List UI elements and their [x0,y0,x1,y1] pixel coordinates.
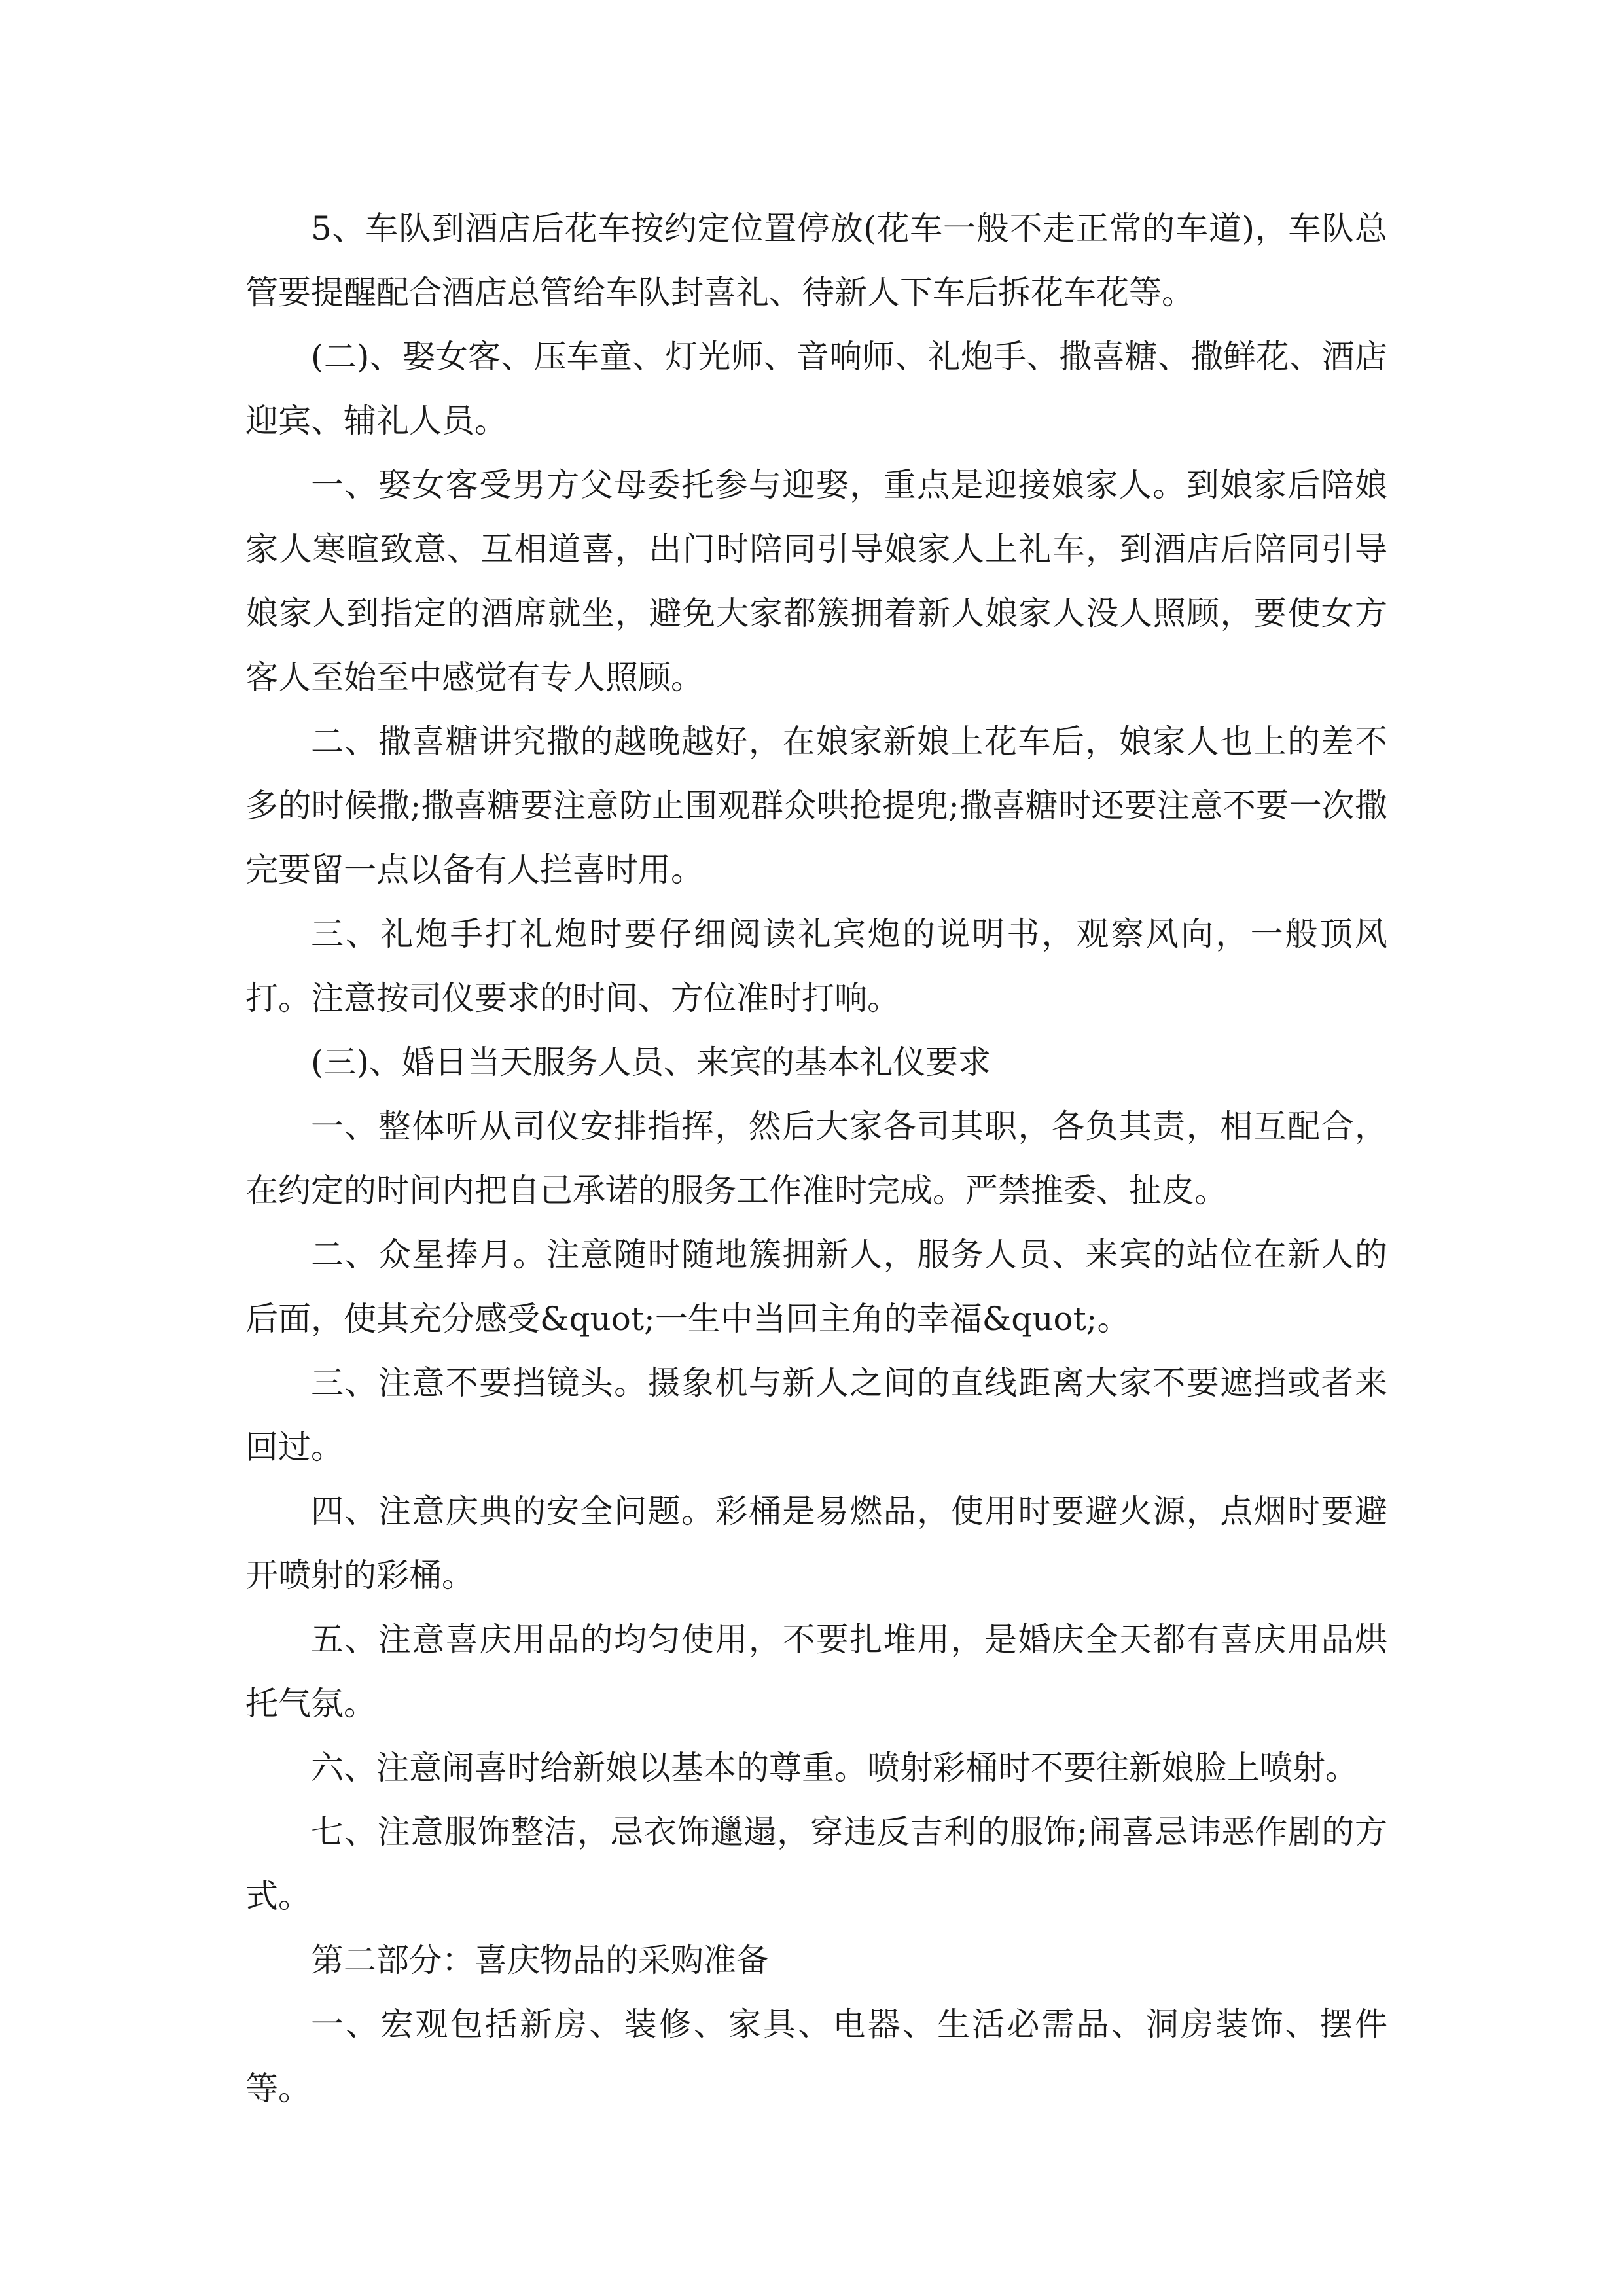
section-heading-staff-roles: (二)、娶女客、压车童、灯光师、音响师、礼炮手、撒喜糖、撒鲜花、酒店迎宾、辅礼人员。 [245,338,1387,440]
paragraph-dress-code: 七、注意服饰整洁，忌衣饰邋遢，穿违反吉利的服饰;闹喜忌讳恶作剧的方式。 [245,1813,1387,1915]
paragraph-respect-bride: 六、注意闹喜时给新娘以基本的尊重。喷射彩桶时不要往新娘脸上喷射。 [311,1749,1358,1787]
paragraph-salute-cannon: 三、礼炮手打礼炮时要仔细阅读礼宾炮的说明书，观察风向，一般顶风打。注意按司仪要求的时间、方位准时打响。 [245,915,1387,1017]
paragraph-follow-mc: 一、整体听从司仪安排指挥，然后大家各司其职，各负其责，相互配合，在约定的时间内把自己承诺的服务工作准时完成。严禁推委、扯皮。 [245,1107,1387,1210]
paragraph-purchase-overview: 一、宏观包括新房、装修、家具、电器、生活必需品、洞房装饰、摆件等。 [245,2005,1387,2108]
section-heading-etiquette: (三)、婚日当天服务人员、来宾的基本礼仪要求 [311,1043,991,1081]
paragraph-safety: 四、注意庆典的安全问题。彩桶是易燃品，使用时要避火源，点烟时要避开喷射的彩桶。 [245,1492,1387,1594]
paragraph-camera-view: 三、注意不要挡镜头。摄象机与新人之间的直线距离大家不要遮挡或者来回过。 [245,1364,1387,1466]
paragraph-bride-escort: 一、娶女客受男方父母委托参与迎娶，重点是迎接娘家人。到娘家后陪娘家人寒暄致意、互相道喜，出门时陪同引导娘家人上礼车，到酒店后陪同引导娘家人到指定的酒席就坐，避免大家都簇拥着新人娘家人没人照顾，要使女方客人至始至中感觉有专人照顾。 [245,466,1387,696]
paragraph-surround-couple: 二、众星捧月。注意随时随地簇拥新人，服务人员、来宾的站位在新人的后面，使其充分感受&quot;一生中当回主角的幸福&quot;。 [245,1236,1387,1338]
paragraph-festive-items: 五、注意喜庆用品的均匀使用，不要扎堆用，是婚庆全天都有喜庆用品烘托气氛。 [245,1621,1387,1723]
part-two-heading: 第二部分：喜庆物品的采购准备 [311,1941,769,1979]
document-body [245,196,1387,2121]
paragraph-fleet-parking: 5、车队到酒店后花车按约定位置停放(花车一般不走正常的车道)，车队总管要提醒配合酒店总管给车队封喜礼、待新人下车后拆花车花等。 [245,209,1387,312]
paragraph-candy-throwing: 二、撒喜糖讲究撒的越晚越好，在娘家新娘上花车后，娘家人也上的差不多的时候撒;撒喜糖要注意防止围观群众哄抢提兜;撒喜糖时还要注意不要一次撒完要留一点以备有人拦喜时用。 [245,723,1387,889]
